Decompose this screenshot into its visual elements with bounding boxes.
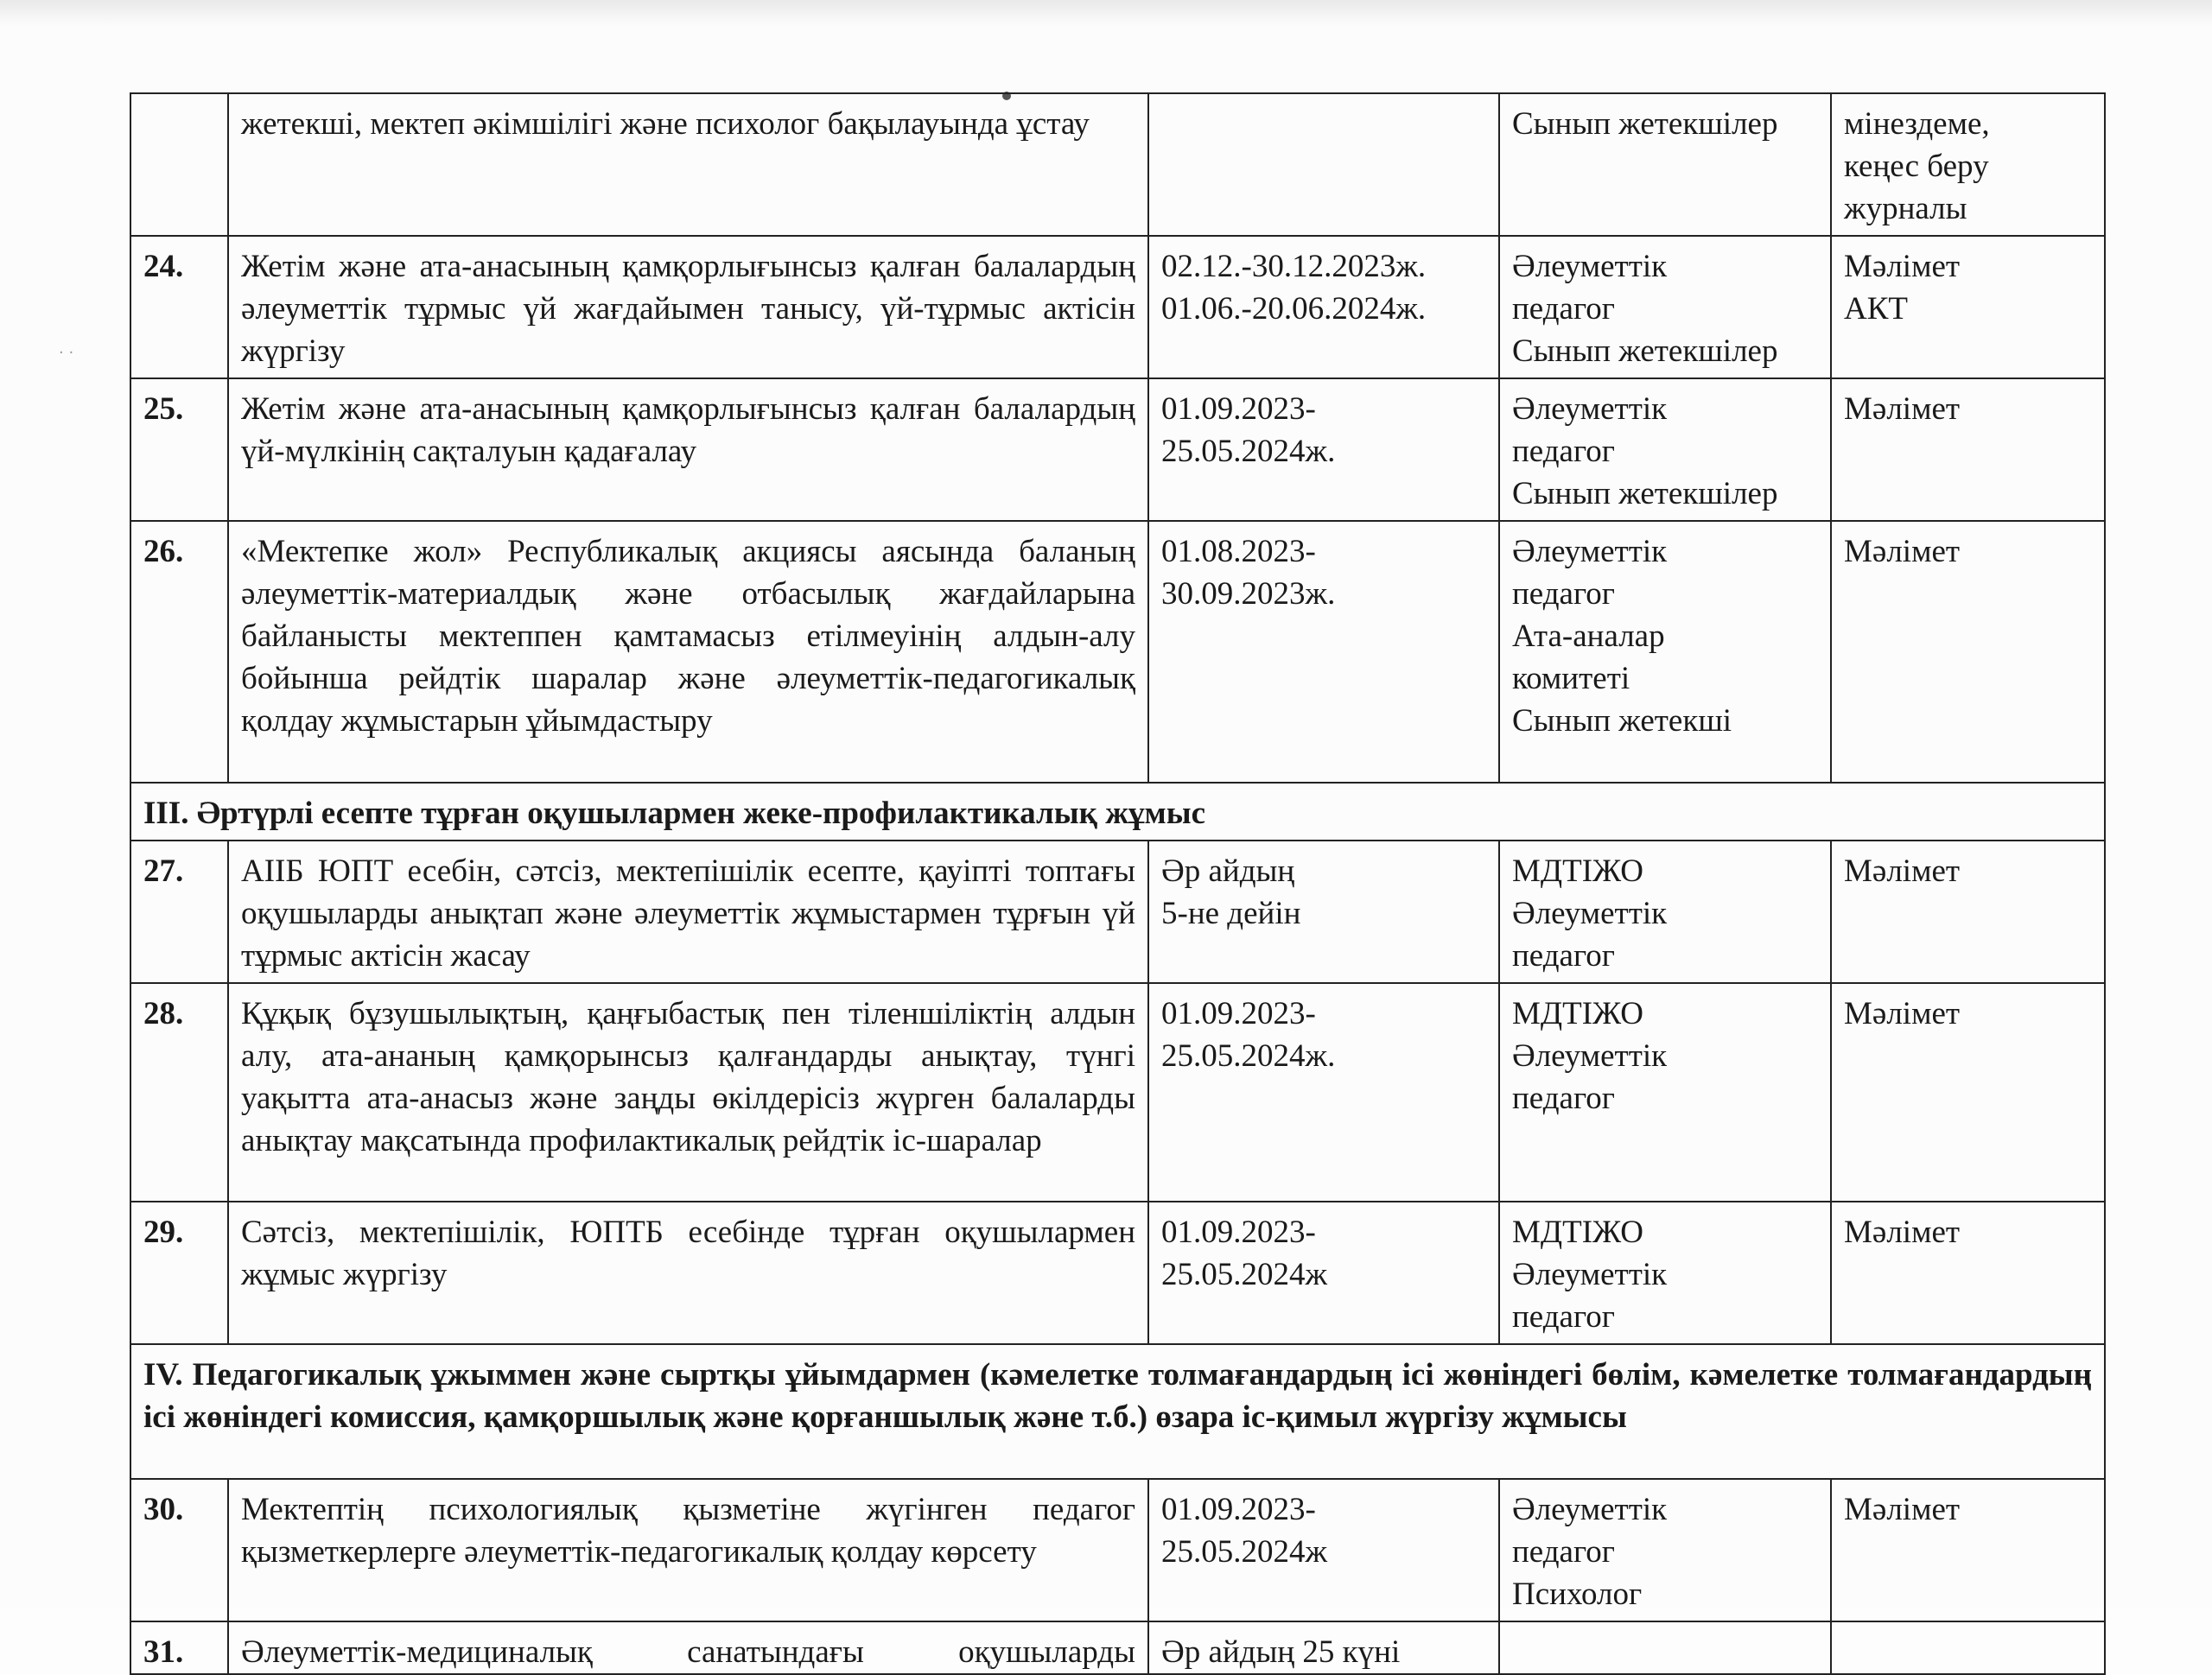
row-number: 31. [130, 1621, 228, 1674]
output-cell: Мәлімет АКТ [1831, 236, 2105, 378]
row-number: 28. [130, 983, 228, 1202]
table-row [130, 983, 2105, 1202]
date-cell: 01.09.2023- 25.05.2024ж. [1148, 983, 1499, 1202]
activity-cell: Мектептің психологиялық қызметіне жүгінген педагог қызметкерлерге әлеуметтік-педагогикалық қолдау көрсету [228, 1479, 1148, 1621]
table-row [130, 1621, 2105, 1674]
activity-cell: Әлеуметтік-медициналық санатындағы оқушыларды [228, 1621, 1148, 1674]
row-number: 29. [130, 1202, 228, 1344]
row-number [130, 93, 228, 236]
scan-shadow [0, 0, 2212, 26]
output-cell: Мәлімет [1831, 841, 2105, 983]
output-cell: Мәлімет [1831, 521, 2105, 783]
table-row [130, 93, 2105, 236]
activity-cell: АІІБ ЮПТ есебін, сәтсіз, мектепішілік есепте, қауіпті топтағы оқушыларды анықтап және әлеуметтік жұмыстармен тұрғын үй тұрмыс актісін жасау [228, 841, 1148, 983]
responsible-cell: МДТІЖО Әлеуметтік педагог [1499, 841, 1831, 983]
date-cell: 01.09.2023- 25.05.2024ж. [1148, 378, 1499, 521]
output-cell: Мәлімет [1831, 378, 2105, 521]
work-plan-table [130, 92, 2106, 1675]
section-4-heading: ІV. Педагогикалық ұжыммен және сыртқы ұйымдармен (кәмелетке толмағандардың ісі жөніндегі бөлім, кәмелетке толмағандардың ісі жөніндегі комиссия, қамқоршылық және қорғаншылық және т.б.) өзара іс-қимыл жүргізу жұмысы [130, 1344, 2105, 1479]
responsible-cell: Әлеуметтік педагог Психолог [1499, 1479, 1831, 1621]
date-cell: Әр айдың 5-не дейін [1148, 841, 1499, 983]
date-cell: 01.09.2023- 25.05.2024ж [1148, 1479, 1499, 1621]
activity-cell: Құқық бұзушылықтың, қаңғыбастық пен тіленшіліктің алдын алу, ата-ананың қамқорынсыз қалғандарды анықтау, түнгі уақытта ата-анасыз және заңды өкілдерісіз жүрген балаларды анықтау мақсатында профилактикалық рейдтік іс-шаралар [228, 983, 1148, 1202]
responsible-cell: Әлеуметтік педагог Сынып жетекшілер [1499, 378, 1831, 521]
date-cell: Әр айдың 25 күні [1148, 1621, 1499, 1674]
date-cell [1148, 93, 1499, 236]
date-cell: 01.09.2023- 25.05.2024ж [1148, 1202, 1499, 1344]
table-row [130, 841, 2105, 983]
output-cell: Мәлімет [1831, 1202, 2105, 1344]
row-number: 24. [130, 236, 228, 378]
table-row [130, 1202, 2105, 1344]
row-number: 26. [130, 521, 228, 783]
activity-cell: Жетім және ата-анасының қамқорлығынсыз қалған балалардың үй-мүлкінің сақталуын қадағалау [228, 378, 1148, 521]
activity-cell: жетекші, мектеп әкімшілігі және психолог бақылауында ұстау [228, 93, 1148, 236]
table-row [130, 1479, 2105, 1621]
activity-cell: Сәтсіз, мектепішілік, ЮПТБ есебінде тұрған оқушылармен жұмыс жүргізу [228, 1202, 1148, 1344]
date-cell: 01.08.2023- 30.09.2023ж. [1148, 521, 1499, 783]
table-row [130, 236, 2105, 378]
row-number: 27. [130, 841, 228, 983]
responsible-cell: Сынып жетекшілер [1499, 93, 1831, 236]
section-3-heading: ІІІ. Әртүрлі есепте тұрған оқушылармен жеке-профилактикалық жұмыс [130, 783, 2105, 841]
row-number: 30. [130, 1479, 228, 1621]
responsible-cell: МДТІЖО Әлеуметтік педагог [1499, 1202, 1831, 1344]
responsible-cell: Әлеуметтік педагог Ата-аналар комитеті Сынып жетекші [1499, 521, 1831, 783]
section-heading-row [130, 1344, 2105, 1479]
responsible-cell: Әлеуметтік педагог Сынып жетекшілер [1499, 236, 1831, 378]
activity-cell: Жетім және ата-анасының қамқорлығынсыз қалған балалардың әлеуметтік тұрмыс үй жағдайымен танысу, үй-тұрмыс актісін жүргізу [228, 236, 1148, 378]
output-cell: Мәлімет [1831, 983, 2105, 1202]
activity-cell: «Мектепке жол» Республикалық акциясы аясында баланың әлеуметтік-материалдық және отбасылық жағдайларына байланысты мектеппен қамтамасыз етілмеуінің алдын-алу бойынша рейдтік шаралар және әлеуметтік-педагогикалық қолдау жұмыстарын ұйымдастыру [228, 521, 1148, 783]
output-cell: Мәлімет [1831, 1479, 2105, 1621]
output-cell: мінездеме, кеңес беру журналы [1831, 93, 2105, 236]
row-number: 25. [130, 378, 228, 521]
section-heading-row [130, 783, 2105, 841]
table-row [130, 521, 2105, 783]
table-row [130, 378, 2105, 521]
responsible-cell: МДТІЖО Әлеуметтік педагог [1499, 983, 1831, 1202]
date-cell: 02.12.-30.12.2023ж. 01.06.-20.06.2024ж. [1148, 236, 1499, 378]
output-cell [1831, 1621, 2105, 1674]
margin-mark: · · [59, 344, 74, 362]
responsible-cell [1499, 1621, 1831, 1674]
